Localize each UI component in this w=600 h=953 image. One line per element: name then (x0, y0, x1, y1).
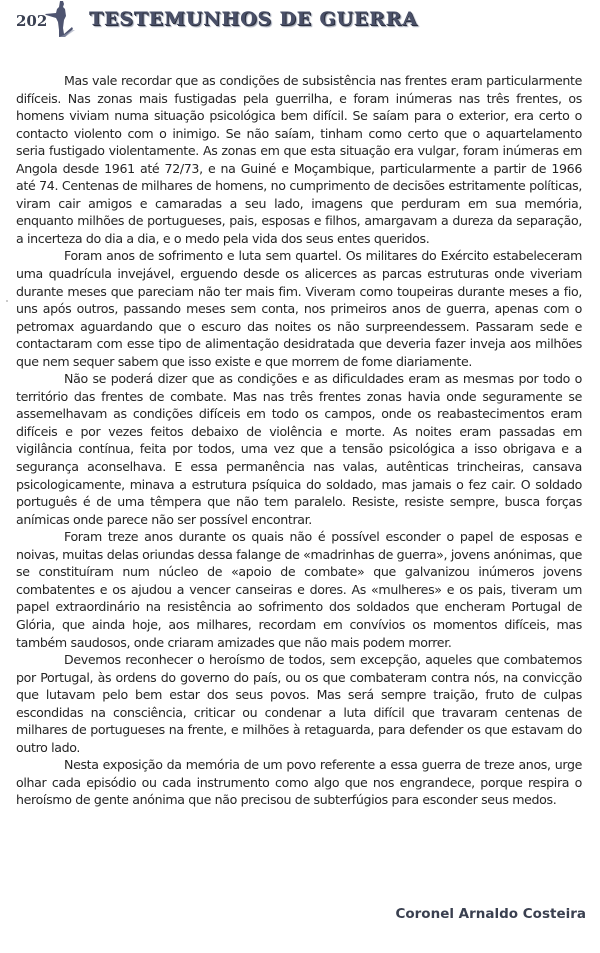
paragraph: Nesta exposição da memória de um povo referente a essa guerra de treze anos, urge olhar cada episódio ou cada instrumento como algo que nos engrandece, porque respira o heroísmo de gente anónima que não precisou de subterfúgios para esconder seus medos. (16, 757, 582, 808)
page-number: 202 (16, 12, 48, 30)
article-body (16, 72, 582, 809)
scan-speck (6, 300, 8, 302)
paragraph: Não se poderá dizer que as condições e as dificuldades eram as mesmas por todo o território das frentes de combate. Mas nas três frentes zonas havia onde seguramente se assemelhavam as condições difíceis em todo os campos, onde os reabastecimentos eram difíceis e por vezes feitos debaixo de violência e morte. As noites eram passadas em vigilância contínua, feita por todos, uma vez que a tensão psicológica a isso obrigava e a segurança aconselhava. E essa permanência nas valas, autênticas trincheiras, cansava psicologicamente, minava a estrutura psíquica do soldado, mas jamais o fez cair. O soldado português é de uma têmpera que não tem paralelo. Resiste, resiste sempre, busca forças anímicas onde parece não ser possível encontrar. (16, 371, 582, 527)
soldier-silhouette-icon (42, 0, 76, 40)
author-signature: Coronel Arnaldo Costeira (395, 906, 586, 922)
paragraph: Mas vale recordar que as condições de subsistência nas frentes eram particularmente difíceis. Nas zonas mais fustigadas pela guerrilha, e foram inúmeras nas três frentes, os homens viviam numa situação psicológica bem difícil. Se saíam para o exterior, era certo o contacto violento com o inimigo. Se não saíam, tinham como certo que o aquartelamento seria fustigado violentamente. As zonas em que esta situação era vulgar, foram inúmeras em Angola desde 1961 até 72/73, e na Guiné e Moçambique, particularmente a partir de 1966 até 74. Centenas de milhares de homens, no cumprimento de decisões estritamente políticas, viram cair amigos e camaradas a seu lado, imagens que perduram em sua memória, enquanto milhões de portugueses, pais, esposas e filhos, amargavam a dureza da separação, a incerteza do dia a dia, e o medo pela vida dos seus entes queridos. (16, 73, 582, 246)
paragraph: Foram treze anos durante os quais não é possível esconder o papel de esposas e noivas, muitas delas oriundas dessa falange de «madrinhas de guerra», jovens anónimas, que se constituíram num núcleo de «apoio de combate» que galvanizou inúmeros jovens combatentes e os ajudou a vencer canseiras e dores. As «mulheres» e os pais, tiveram um papel extraordinário na resistência ao sofrimento dos soldados que encheram Portugal de Glória, que ainda hoje, aos milhares, recordam em convívios os momentos difíceis, mas também saudosos, onde criaram amizades que não mais podem morrer. (16, 529, 582, 650)
paragraph: Devemos reconhecer o heroísmo de todos, sem excepção, aqueles que combatemos por Portugal, às ordens do governo do país, ou os que combateram contra nós, na convicção que lutavam pelo bem estar dos seus povos. Mas será sempre traição, fruto de culpas escondidas na consciência, criticar ou condenar a luta difícil que travaram centenas de milhares de portugueses na frente, e milhões à retaguarda, para defender os que estavam do outro lado. (16, 652, 582, 755)
paragraph: Foram anos de sofrimento e luta sem quartel. Os militares do Exército estabeleceram uma quadrícula invejável, erguendo desde os alicerces as parcas estruturas onde viveriam durante meses que pareciam não ter mais fim. Viveram como toupeiras durante meses a fio, uns após outros, passando meses sem conta, nos primeiros anos de guerra, apenas com o petromax aguardando que o escuro das noites os não surpreendessem. Passaram sede e contactaram com esse tipo de alimentação desidratada que deveria fazer inveja aos milhões que nem sequer sabem que isso existe e que morrem de fome diariamente. (16, 248, 582, 369)
running-title: TESTEMUNHOS DE GUERRA (89, 8, 418, 30)
page-header (0, 0, 600, 40)
